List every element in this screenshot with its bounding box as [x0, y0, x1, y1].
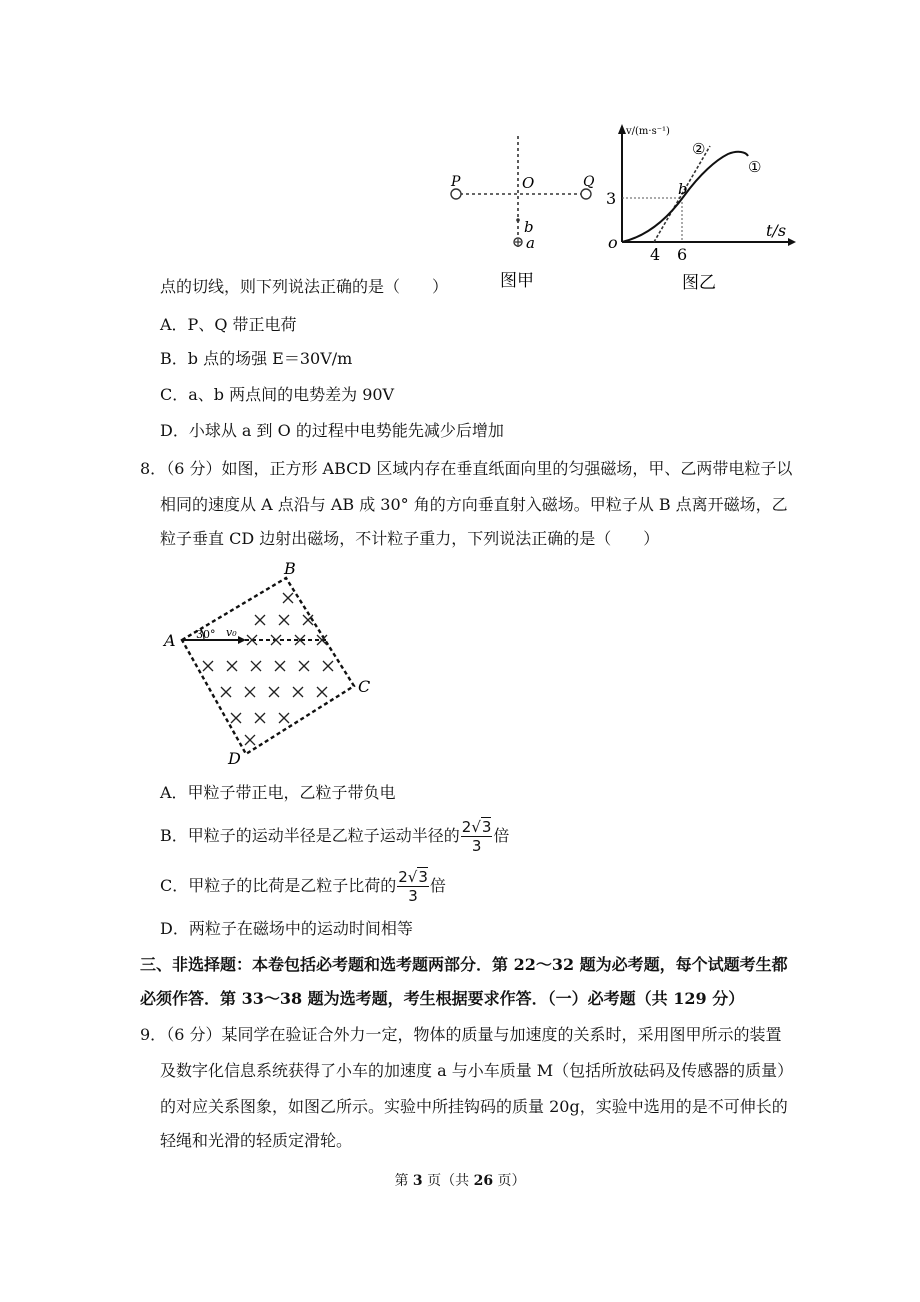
- page-footer: [0, 1170, 920, 1190]
- q7-option-b: B．b 点的场强 E＝30V/m: [160, 349, 353, 368]
- q8-option-c-text: C．甲粒子的比荷是乙粒子比荷的: [160, 876, 397, 895]
- label-q: Q: [583, 174, 595, 190]
- q8-option-b-suffix: 倍: [493, 826, 510, 845]
- q9-line2: 及数字化信息系统获得了小车的加速度 a 与小车质量 M（包括所放砝码及传感器的质量）: [160, 1061, 794, 1080]
- vertex-b: B: [284, 559, 296, 578]
- velocity-label: v₀: [226, 626, 237, 639]
- figure-yi: [598, 118, 798, 296]
- q8-option-d: D．两粒子在磁场中的运动时间相等: [160, 919, 413, 938]
- q8-stem-line3: 粒子垂直 CD 边射出磁场，不计粒子重力，下列说法正确的是（ ）: [160, 529, 660, 548]
- frac-radicand: 3: [481, 818, 492, 836]
- q8-stem-line2: 相同的速度从 A 点沿与 AB 成 30° 角的方向垂直射入磁场。甲粒子从 B 点离开磁场，乙: [160, 495, 788, 514]
- label-b: b: [524, 218, 534, 236]
- q8-stem-line1: [140, 458, 792, 480]
- caption-jia: 图甲: [500, 271, 534, 291]
- footer-page-number: 3: [412, 1173, 423, 1189]
- section3-line1: 三、非选择题：本卷包括必考题和选考题两部分．第 22～32 题为必考题，每个试题考生都: [140, 955, 788, 974]
- frac-coef: 2: [461, 818, 472, 836]
- q9-line3: 的对应关系图象，如图乙所示。实验中所挂钩码的质量 20g，实验中选用的是不可伸长的: [160, 1097, 788, 1116]
- figure-jia: [440, 128, 600, 293]
- q8-option-b: [160, 818, 509, 855]
- point-b-label: b: [678, 180, 688, 198]
- q8-score: （6 分）: [166, 459, 222, 478]
- section3-line2: 必须作答．第 33～38 题为选考题，考生根据要求作答．（一）必考题（共 129 分）: [140, 989, 745, 1008]
- q9-score: （6 分）: [166, 1025, 222, 1044]
- x-tick-4: 4: [650, 245, 661, 264]
- curve-1-label: ①: [748, 158, 762, 176]
- q8-option-c-suffix: 倍: [429, 876, 446, 895]
- q9-line4: 轻绳和光滑的轻质定滑轮。: [160, 1131, 353, 1150]
- charge-q: [581, 189, 591, 199]
- footer-middle: 页（共: [422, 1173, 474, 1189]
- q9-text: 某同学在验证合外力一定，物体的质量与加速度的关系时，采用图甲所示的装置: [221, 1025, 782, 1044]
- origin-label: o: [608, 233, 618, 252]
- figure-square-field: [160, 558, 380, 770]
- q8-option-b-text: B．甲粒子的运动半径是乙粒子运动半径的: [160, 826, 460, 845]
- magnetic-field-marks: [203, 593, 333, 745]
- frac-den: 3: [471, 837, 482, 855]
- label-p: P: [451, 174, 461, 190]
- label-a: a: [526, 234, 535, 252]
- label-o: O: [522, 174, 535, 192]
- frac-coef: 2: [398, 868, 408, 886]
- frac-den: 3: [408, 887, 418, 905]
- caption-yi: 图乙: [682, 273, 716, 293]
- y-tick-3: 3: [606, 189, 617, 208]
- point-b: [516, 218, 520, 222]
- q9-number: 9．: [140, 1025, 167, 1044]
- q7-option-d: D．小球从 a 到 O 的过程中电势能先减少后增加: [160, 421, 504, 440]
- vertex-a: A: [164, 631, 176, 650]
- frac-radicand: 3: [418, 868, 428, 886]
- charge-p: [451, 189, 461, 199]
- sqrt-sign: √: [471, 818, 481, 836]
- fraction-2-root3-over-3: [461, 818, 493, 855]
- y-axis-label: v/(m·s⁻¹): [626, 126, 670, 137]
- vertex-d: D: [228, 749, 241, 768]
- q7-option-c: C．a、b 两点间的电势差为 90V: [160, 385, 395, 404]
- footer-suffix: 页）: [493, 1173, 526, 1189]
- q8-option-c: [160, 868, 446, 905]
- q8-number: 8．: [140, 459, 167, 478]
- footer-prefix: 第: [394, 1173, 413, 1189]
- q7-stem-end: 点的切线，则下列说法正确的是（ ）: [160, 277, 449, 296]
- x-axis-label: t/s: [766, 221, 787, 240]
- vertex-c: C: [358, 677, 371, 696]
- q7-option-a: A．P、Q 带正电荷: [160, 315, 297, 334]
- sqrt-sign: √: [407, 868, 418, 886]
- curve-2-label: ②: [692, 140, 706, 158]
- angle-label: 30°: [196, 628, 216, 641]
- fraction-2-root3-over-3: [397, 868, 429, 905]
- footer-total-pages: 26: [473, 1173, 494, 1189]
- q8-stem-text: 如图，正方形 ABCD 区域内存在垂直纸面向里的匀强磁场，甲、乙两带电粒子以: [221, 459, 793, 478]
- q8-option-a: A．甲粒子带正电，乙粒子带负电: [160, 783, 396, 802]
- q9-line1: [140, 1024, 781, 1046]
- x-tick-6: 6: [677, 245, 688, 264]
